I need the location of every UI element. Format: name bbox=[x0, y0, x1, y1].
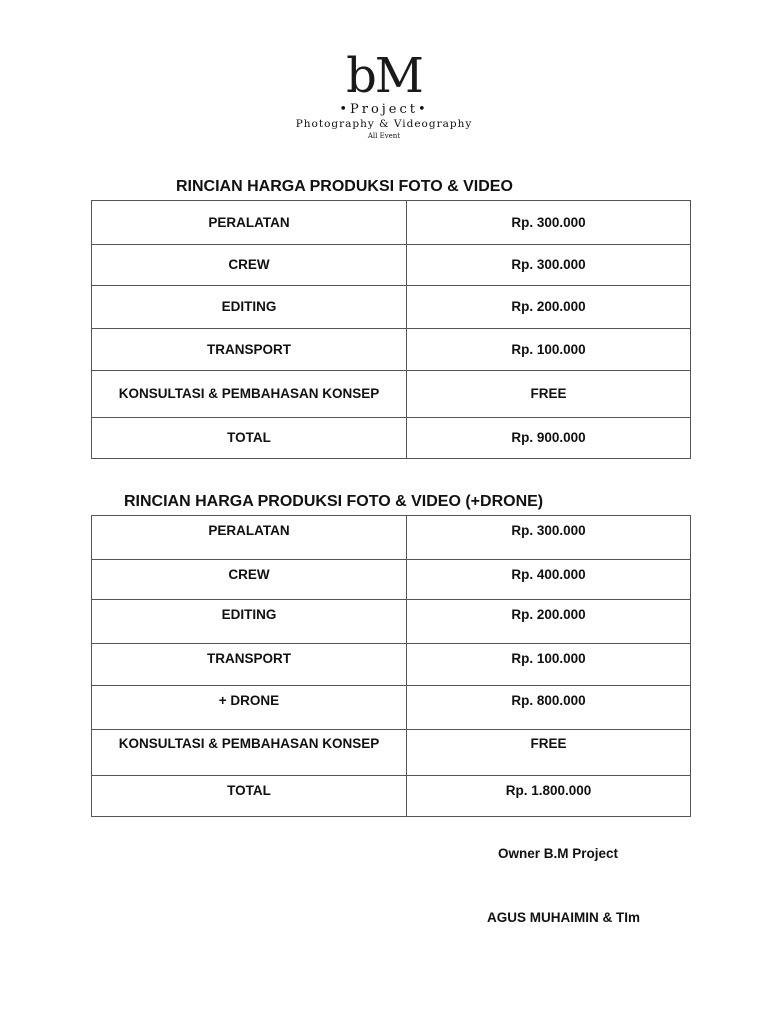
item-label: TRANSPORT bbox=[92, 329, 407, 371]
item-label: PERALATAN bbox=[92, 516, 407, 560]
section-1-title: RINCIAN HARGA PRODUKSI FOTO & VIDEO bbox=[176, 178, 513, 195]
owner-name: AGUS MUHAIMIN & TIm bbox=[487, 910, 640, 925]
table-row bbox=[92, 644, 691, 686]
item-price: Rp. 300.000 bbox=[407, 245, 691, 286]
item-label: EDITING bbox=[92, 286, 407, 329]
table-row bbox=[92, 245, 691, 286]
table-row bbox=[92, 329, 691, 371]
total-price: Rp. 900.000 bbox=[407, 418, 691, 459]
item-price: Rp. 300.000 bbox=[407, 516, 691, 560]
table-row bbox=[92, 600, 691, 644]
item-label: + DRONE bbox=[92, 686, 407, 730]
table-row bbox=[92, 516, 691, 560]
item-price: Rp. 200.000 bbox=[407, 286, 691, 329]
price-table-2 bbox=[91, 515, 691, 817]
logo-mark: bM bbox=[346, 48, 422, 104]
table-row bbox=[92, 776, 691, 817]
table-row bbox=[92, 418, 691, 459]
item-price: Rp. 200.000 bbox=[407, 600, 691, 644]
table-row bbox=[92, 371, 691, 418]
item-price: Rp. 100.000 bbox=[407, 644, 691, 686]
section-2-title: RINCIAN HARGA PRODUKSI FOTO & VIDEO (+DRONE) bbox=[124, 493, 544, 510]
item-label: CREW bbox=[92, 245, 407, 286]
table-row bbox=[92, 286, 691, 329]
bm-project-logo bbox=[0, 50, 768, 140]
total-price: Rp. 1.800.000 bbox=[407, 776, 691, 817]
owner-title: Owner B.M Project bbox=[498, 846, 619, 861]
logo-tagline: Photography & Videography bbox=[295, 118, 473, 130]
item-price: Rp. 300.000 bbox=[407, 201, 691, 245]
logo-subtitle: All Event bbox=[367, 132, 401, 140]
item-label: KONSULTASI & PEMBAHASAN KONSEP bbox=[92, 371, 407, 418]
table-row bbox=[92, 560, 691, 600]
item-label: PERALATAN bbox=[92, 201, 407, 245]
table-row bbox=[92, 730, 691, 776]
item-label: EDITING bbox=[92, 600, 407, 644]
total-label: TOTAL bbox=[92, 418, 407, 459]
item-price: Rp. 800.000 bbox=[407, 686, 691, 730]
item-price: Rp. 400.000 bbox=[407, 560, 691, 600]
item-label: CREW bbox=[92, 560, 407, 600]
logo-project-text: •Project• bbox=[339, 102, 429, 117]
table-row bbox=[92, 686, 691, 730]
table-row bbox=[92, 201, 691, 245]
item-price: FREE bbox=[407, 371, 691, 418]
item-price: Rp. 100.000 bbox=[407, 329, 691, 371]
item-label: TRANSPORT bbox=[92, 644, 407, 686]
total-label: TOTAL bbox=[92, 776, 407, 817]
item-label: KONSULTASI & PEMBAHASAN KONSEP bbox=[92, 730, 407, 776]
price-table-1 bbox=[91, 200, 691, 459]
item-price: FREE bbox=[407, 730, 691, 776]
